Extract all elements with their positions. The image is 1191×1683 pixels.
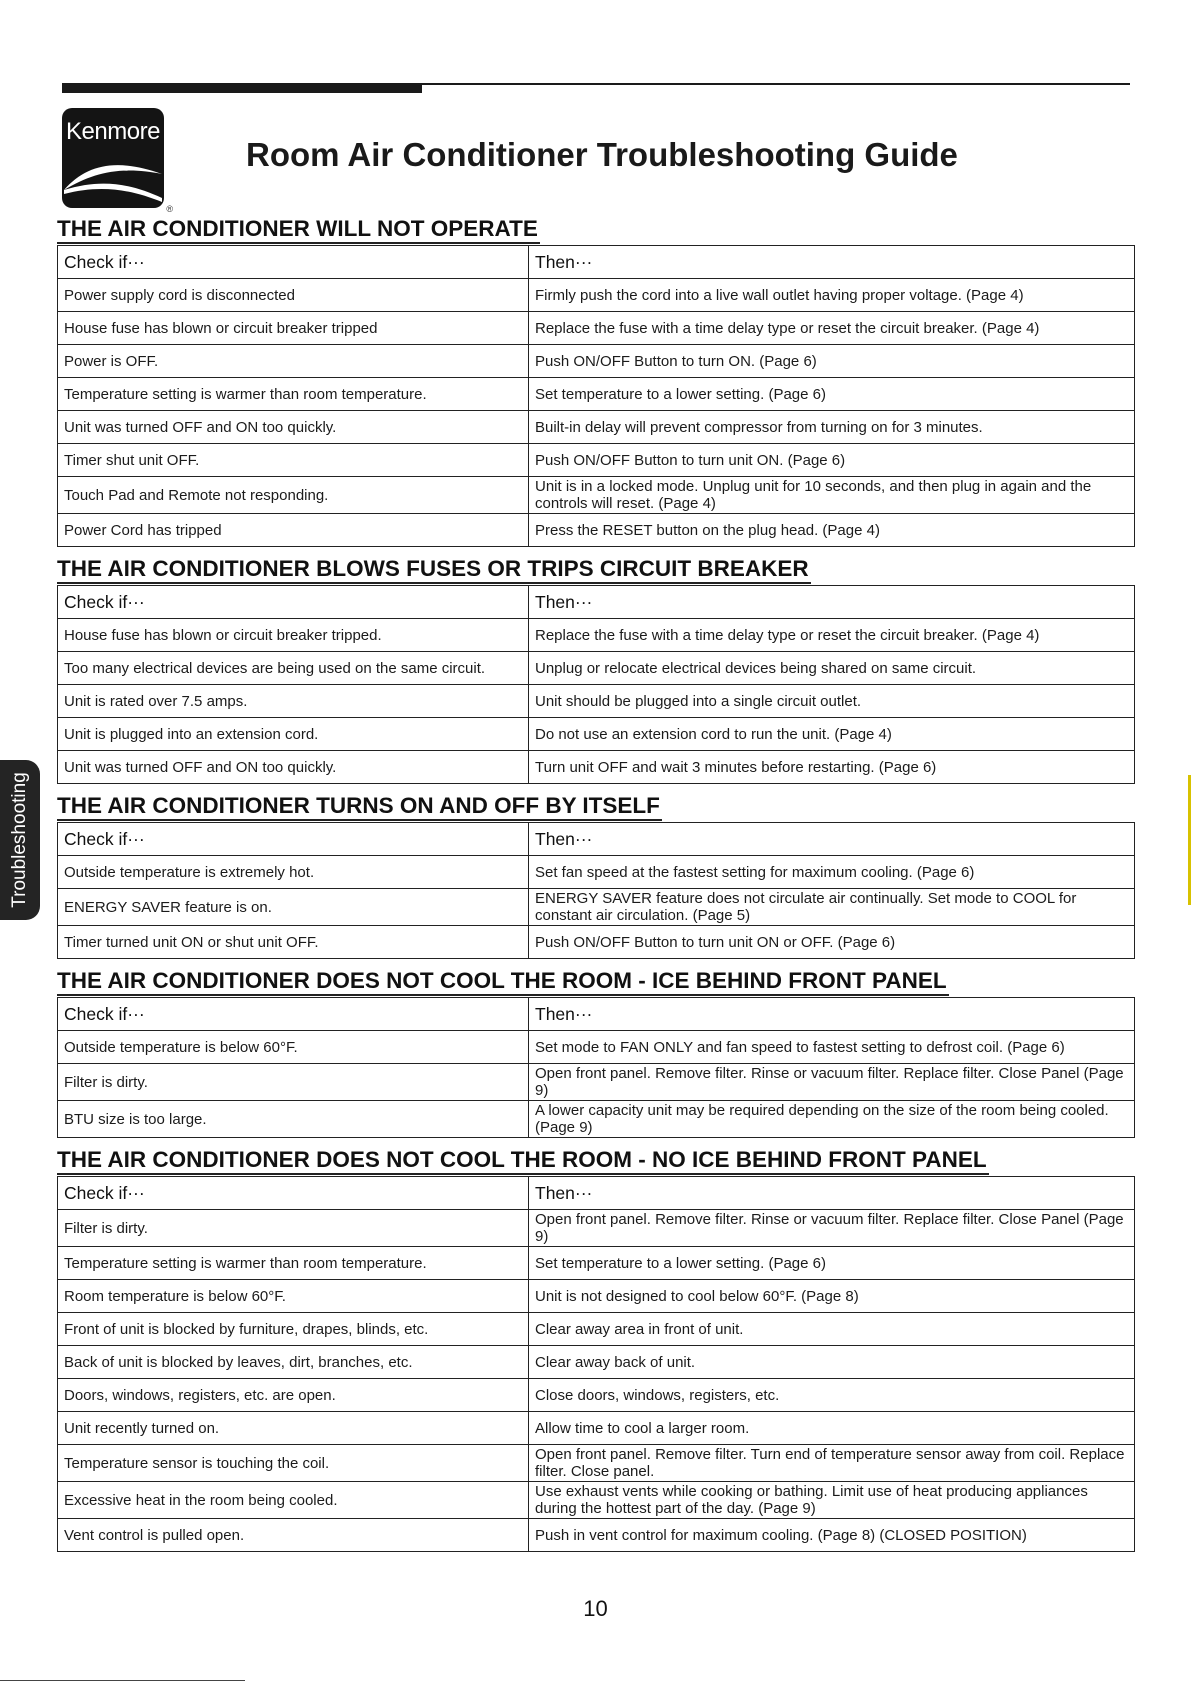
then-cell: Push ON/OFF Button to turn unit ON. (Page 6) (529, 444, 1135, 477)
check-cell: Unit was turned OFF and ON too quickly. (58, 411, 529, 444)
check-cell: Unit is plugged into an extension cord. (58, 718, 529, 751)
table-row (58, 1445, 1135, 1482)
column-header-check: Check if··· (58, 586, 529, 619)
check-cell: Temperature sensor is touching the coil. (58, 1445, 529, 1482)
column-header-then: Then··· (529, 1177, 1135, 1210)
then-cell: Allow time to cool a larger room. (529, 1412, 1135, 1445)
then-cell: Set temperature to a lower setting. (Page 6) (529, 1247, 1135, 1280)
column-header-then: Then··· (529, 823, 1135, 856)
then-cell: Push in vent control for maximum cooling. (Page 8) (CLOSED POSITION) (529, 1519, 1135, 1552)
check-cell: Back of unit is blocked by leaves, dirt, branches, etc. (58, 1346, 529, 1379)
table-row (58, 926, 1135, 959)
table-header-row (58, 1177, 1135, 1210)
table-row (58, 1031, 1135, 1064)
table-row (58, 1064, 1135, 1101)
column-header-then: Then··· (529, 586, 1135, 619)
check-cell: House fuse has blown or circuit breaker tripped (58, 312, 529, 345)
troubleshooting-table (57, 245, 1135, 547)
table-header-row (58, 998, 1135, 1031)
column-header-check: Check if··· (58, 246, 529, 279)
troubleshooting-table (57, 822, 1135, 959)
section-title: THE AIR CONDITIONER BLOWS FUSES OR TRIPS CIRCUIT BREAKER (57, 553, 1135, 585)
check-cell: Temperature setting is warmer than room temperature. (58, 1247, 529, 1280)
table-row (58, 1313, 1135, 1346)
page-number: 10 (583, 1596, 608, 1621)
check-cell: Outside temperature is extremely hot. (58, 856, 529, 889)
check-cell: Unit recently turned on. (58, 1412, 529, 1445)
then-cell: Clear away area in front of unit. (529, 1313, 1135, 1346)
troubleshooting-table (57, 997, 1135, 1138)
then-cell: Set fan speed at the fastest setting for maximum cooling. (Page 6) (529, 856, 1135, 889)
table-row (58, 1210, 1135, 1247)
section-title: THE AIR CONDITIONER TURNS ON AND OFF BY ITSELF (57, 790, 1135, 822)
check-cell: BTU size is too large. (58, 1101, 529, 1138)
table-row (58, 1346, 1135, 1379)
check-cell: Outside temperature is below 60°F. (58, 1031, 529, 1064)
table-row (58, 444, 1135, 477)
column-header-check: Check if··· (58, 1177, 529, 1210)
then-cell: Set mode to FAN ONLY and fan speed to fastest setting to defrost coil. (Page 6) (529, 1031, 1135, 1064)
table-row (58, 718, 1135, 751)
check-cell: Power supply cord is disconnected (58, 279, 529, 312)
then-cell: Push ON/OFF Button to turn ON. (Page 6) (529, 345, 1135, 378)
section-title: THE AIR CONDITIONER DOES NOT COOL THE ROOM - ICE BEHIND FRONT PANEL (57, 965, 1135, 997)
then-cell: Use exhaust vents while cooking or bathing. Limit use of heat producing appliances during the hottest part of the day. (Page 9) (529, 1482, 1135, 1519)
check-cell: Front of unit is blocked by furniture, drapes, blinds, etc. (58, 1313, 529, 1346)
troubleshooting-content (57, 213, 1135, 1558)
check-cell: Filter is dirty. (58, 1064, 529, 1101)
then-cell: Unit is in a locked mode. Unplug unit for 10 seconds, and then plug in again and the controls will reset. (Page 4) (529, 477, 1135, 514)
check-cell: Vent control is pulled open. (58, 1519, 529, 1552)
table-row (58, 685, 1135, 718)
table-row (58, 279, 1135, 312)
table-row (58, 477, 1135, 514)
then-cell: Open front panel. Remove filter. Rinse or vacuum filter. Replace filter. Close Panel (Page 9) (529, 1064, 1135, 1101)
table-row (58, 751, 1135, 784)
then-cell: Press the RESET button on the plug head. (Page 4) (529, 514, 1135, 547)
then-cell: Set temperature to a lower setting. (Page 6) (529, 378, 1135, 411)
table-row (58, 312, 1135, 345)
logo-brand-text: Kenmore (66, 118, 160, 145)
check-cell: Timer turned unit ON or shut unit OFF. (58, 926, 529, 959)
troubleshooting-table (57, 1176, 1135, 1552)
check-cell: Room temperature is below 60°F. (58, 1280, 529, 1313)
table-row (58, 652, 1135, 685)
then-cell: Turn unit OFF and wait 3 minutes before restarting. (Page 6) (529, 751, 1135, 784)
check-cell: Too many electrical devices are being used on the same circuit. (58, 652, 529, 685)
then-cell: Push ON/OFF Button to turn unit ON or OFF. (Page 6) (529, 926, 1135, 959)
check-cell: Doors, windows, registers, etc. are open. (58, 1379, 529, 1412)
table-row (58, 1412, 1135, 1445)
then-cell: ENERGY SAVER feature does not circulate air continually. Set mode to COOL for constant air circulation. (Page 5) (529, 889, 1135, 926)
table-row (58, 619, 1135, 652)
check-cell: ENERGY SAVER feature is on. (58, 889, 529, 926)
check-cell: Temperature setting is warmer than room temperature. (58, 378, 529, 411)
footer-rule (0, 1680, 245, 1681)
check-cell: Filter is dirty. (58, 1210, 529, 1247)
column-header-check: Check if··· (58, 998, 529, 1031)
troubleshooting-side-tab (0, 760, 40, 920)
then-cell: Built-in delay will prevent compressor from turning on for 3 minutes. (529, 411, 1135, 444)
table-row (58, 1101, 1135, 1138)
table-row (58, 1482, 1135, 1519)
check-cell: Timer shut unit OFF. (58, 444, 529, 477)
then-cell: Replace the fuse with a time delay type or reset the circuit breaker. (Page 4) (529, 312, 1135, 345)
table-row (58, 856, 1135, 889)
then-cell: Close doors, windows, registers, etc. (529, 1379, 1135, 1412)
kenmore-logo (62, 108, 173, 214)
then-cell: Replace the fuse with a time delay type or reset the circuit breaker. (Page 4) (529, 619, 1135, 652)
side-tab-label: Troubleshooting (9, 772, 30, 908)
check-cell: Touch Pad and Remote not responding. (58, 477, 529, 514)
check-cell: Unit is rated over 7.5 amps. (58, 685, 529, 718)
table-row (58, 514, 1135, 547)
troubleshooting-table (57, 585, 1135, 784)
table-header-row (58, 823, 1135, 856)
check-cell: Unit was turned OFF and ON too quickly. (58, 751, 529, 784)
table-row (58, 889, 1135, 926)
table-row (58, 378, 1135, 411)
check-cell: House fuse has blown or circuit breaker tripped. (58, 619, 529, 652)
table-row (58, 411, 1135, 444)
then-cell: Unit is not designed to cool below 60°F. (Page 8) (529, 1280, 1135, 1313)
section-title: THE AIR CONDITIONER DOES NOT COOL THE ROOM - NO ICE BEHIND FRONT PANEL (57, 1144, 1135, 1176)
table-row (58, 1280, 1135, 1313)
table-row (58, 1379, 1135, 1412)
column-header-check: Check if··· (58, 823, 529, 856)
then-cell: Open front panel. Remove filter. Rinse or vacuum filter. Replace filter. Close Panel (Page 9) (529, 1210, 1135, 1247)
section-title: THE AIR CONDITIONER WILL NOT OPERATE (57, 213, 1135, 245)
then-cell: Unplug or relocate electrical devices being shared on same circuit. (529, 652, 1135, 685)
then-cell: Do not use an extension cord to run the unit. (Page 4) (529, 718, 1135, 751)
check-cell: Excessive heat in the room being cooled. (58, 1482, 529, 1519)
table-row (58, 1519, 1135, 1552)
then-cell: Unit should be plugged into a single circuit outlet. (529, 685, 1135, 718)
table-header-row (58, 246, 1135, 279)
table-row (58, 1247, 1135, 1280)
table-header-row (58, 586, 1135, 619)
column-header-then: Then··· (529, 246, 1135, 279)
page-title: Room Air Conditioner Troubleshooting Guide (246, 136, 958, 173)
logo-swoosh-icon (62, 150, 164, 208)
registered-mark: ® (166, 204, 173, 214)
header-rule-thin (62, 83, 1130, 85)
then-cell: A lower capacity unit may be required depending on the size of the room being cooled. (Page 9) (529, 1101, 1135, 1138)
check-cell: Power Cord has tripped (58, 514, 529, 547)
table-row (58, 345, 1135, 378)
then-cell: Firmly push the cord into a live wall outlet having proper voltage. (Page 4) (529, 279, 1135, 312)
then-cell: Open front panel. Remove filter. Turn end of temperature sensor away from coil. Replace filter. Close panel. (529, 1445, 1135, 1482)
check-cell: Power is OFF. (58, 345, 529, 378)
then-cell: Clear away back of unit. (529, 1346, 1135, 1379)
column-header-then: Then··· (529, 998, 1135, 1031)
